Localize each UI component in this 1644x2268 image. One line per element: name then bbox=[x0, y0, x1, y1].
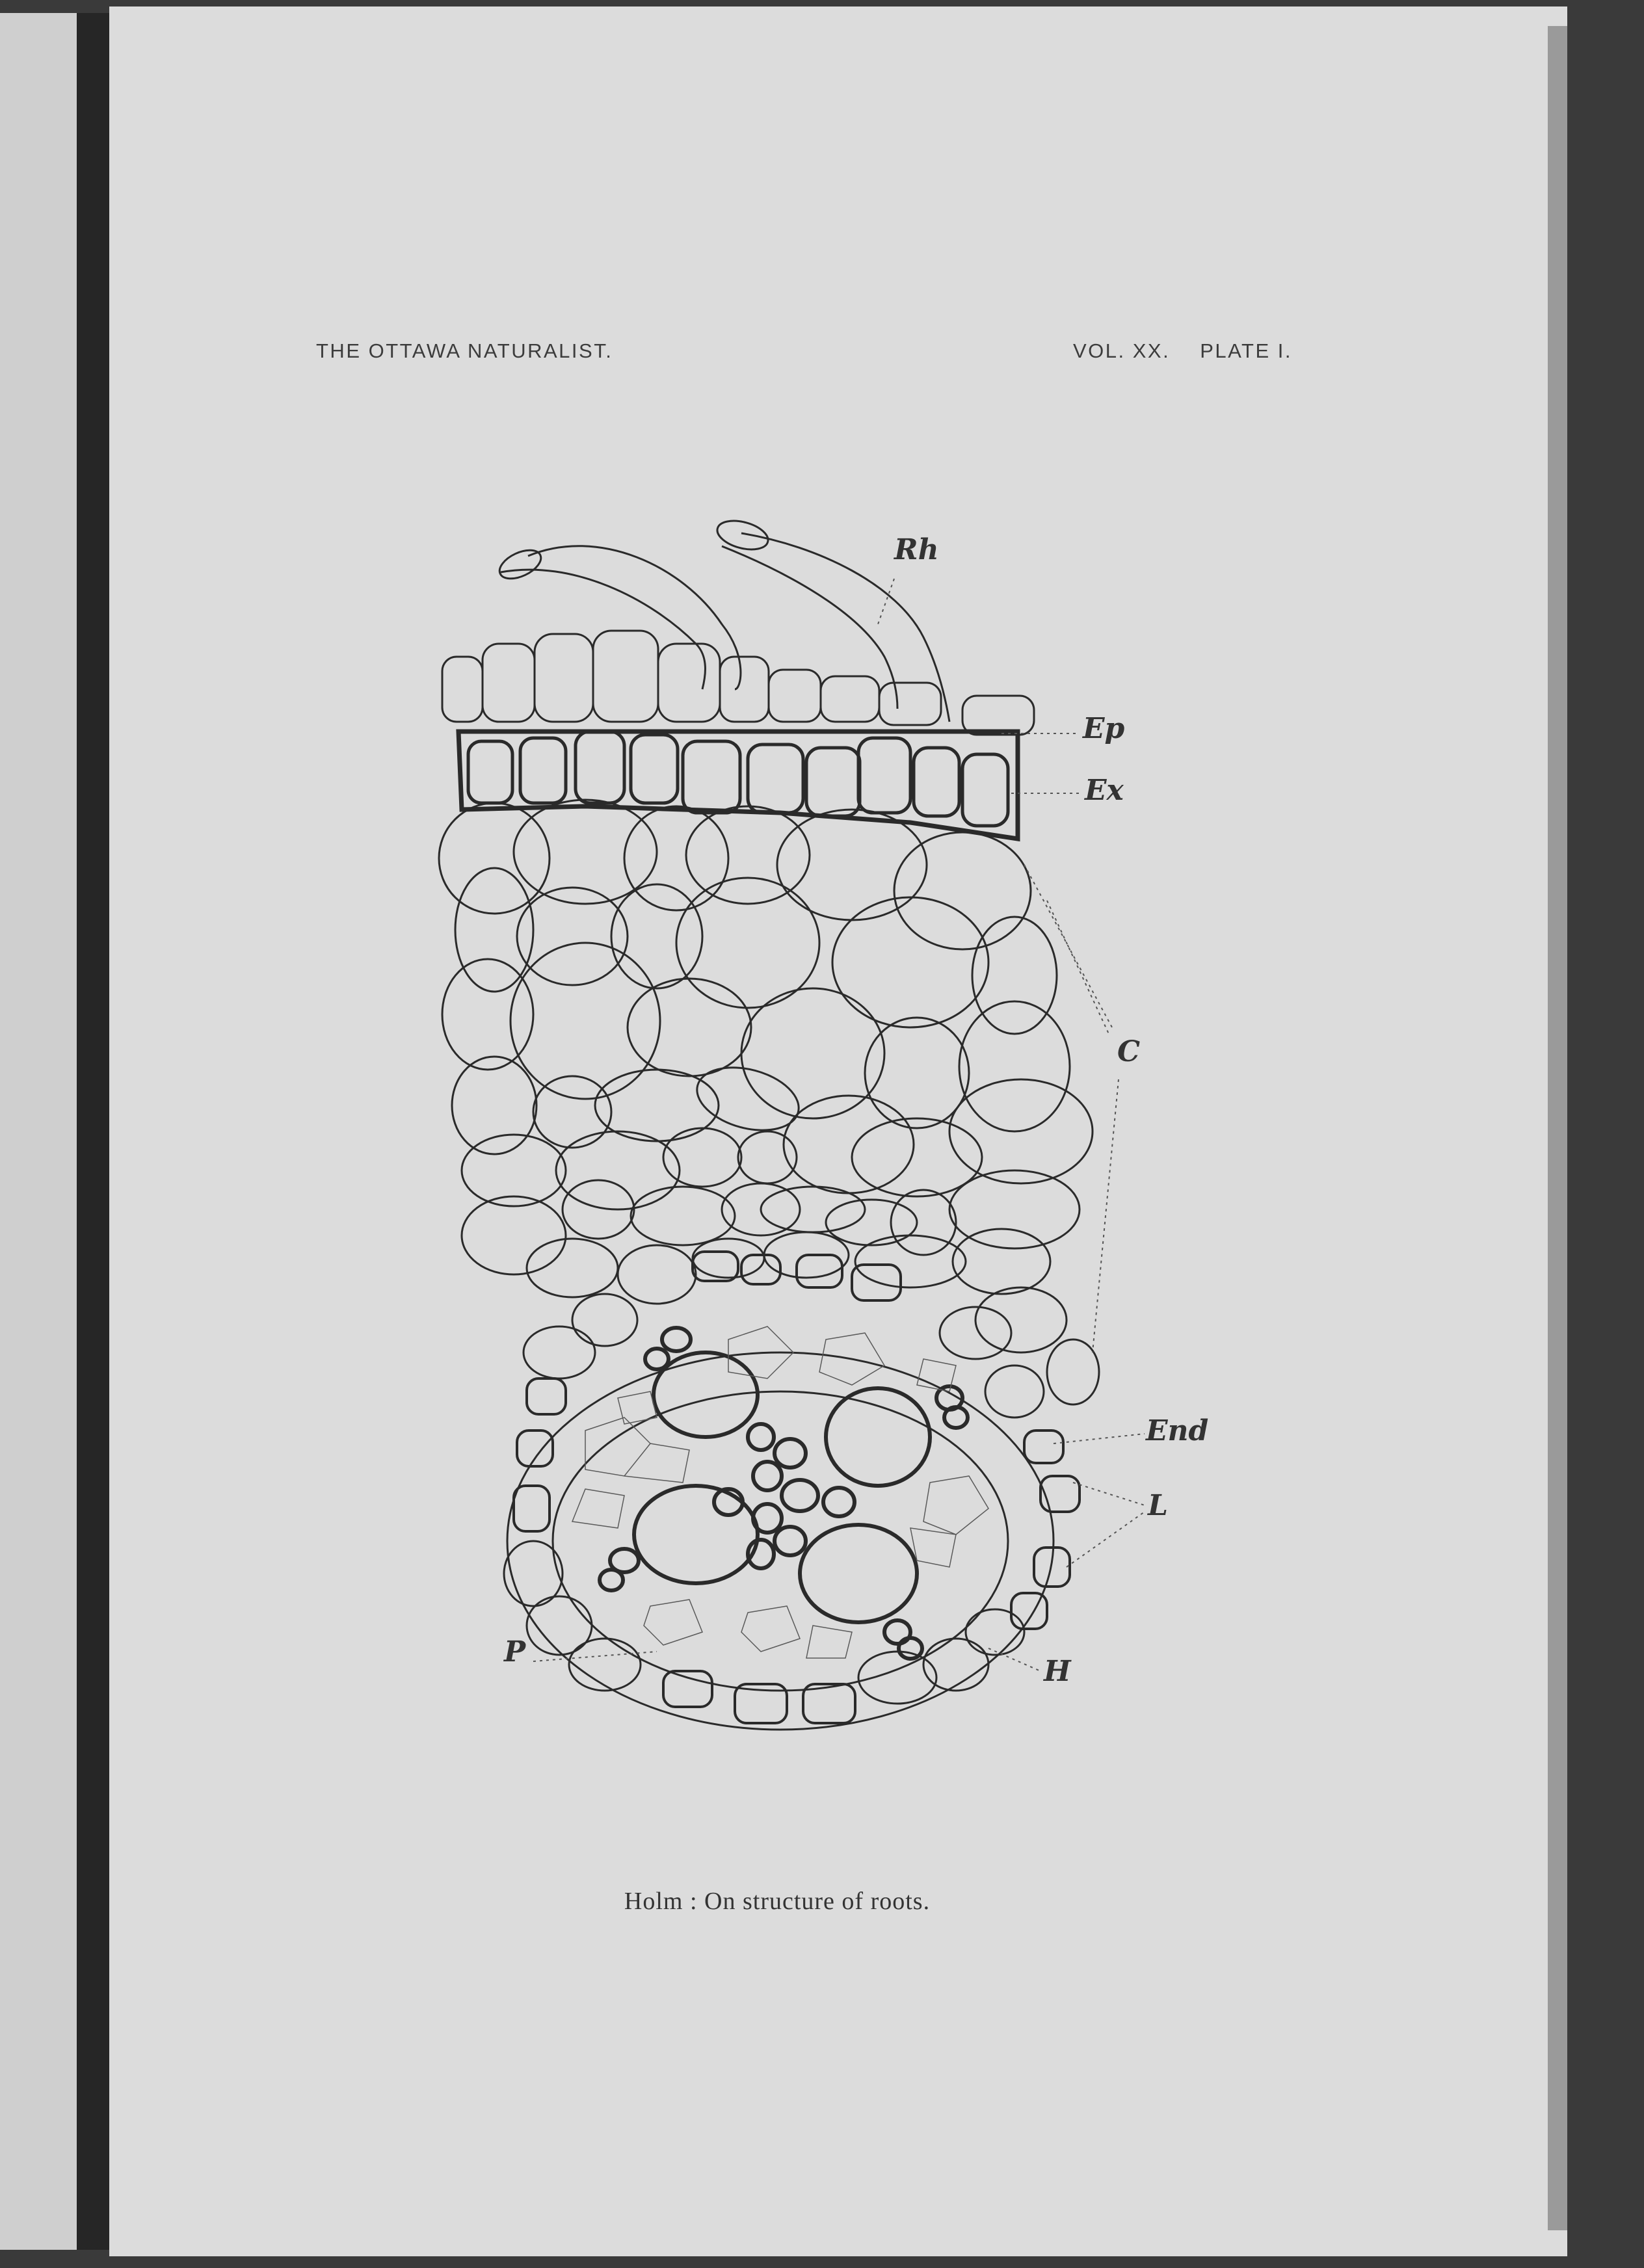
label-epidermis: Ep bbox=[1083, 712, 1125, 745]
plate-caption: Holm : On structure of roots. bbox=[624, 1888, 931, 1915]
label-exodermis: Ex bbox=[1085, 774, 1124, 807]
label-endodermis: End bbox=[1146, 1414, 1209, 1447]
label-pericambium: P bbox=[504, 1635, 526, 1668]
stele bbox=[507, 1352, 1054, 1730]
hadrome-vessels bbox=[600, 1328, 968, 1659]
journal-title: THE OTTAWA NATURALIST. bbox=[316, 339, 613, 362]
label-hadrome: H bbox=[1044, 1655, 1071, 1688]
plate-number: PLATE I. bbox=[1200, 339, 1292, 362]
endodermis-cells bbox=[514, 1252, 1080, 1723]
pericambium-cells bbox=[504, 1294, 1044, 1704]
label-cortex: C bbox=[1117, 1035, 1141, 1068]
volume-number: VOL. XX. bbox=[1073, 339, 1171, 362]
label-leptome: L bbox=[1148, 1489, 1168, 1522]
label-rhizoid: Rh bbox=[894, 533, 939, 566]
epidermis-layer bbox=[442, 631, 1034, 735]
